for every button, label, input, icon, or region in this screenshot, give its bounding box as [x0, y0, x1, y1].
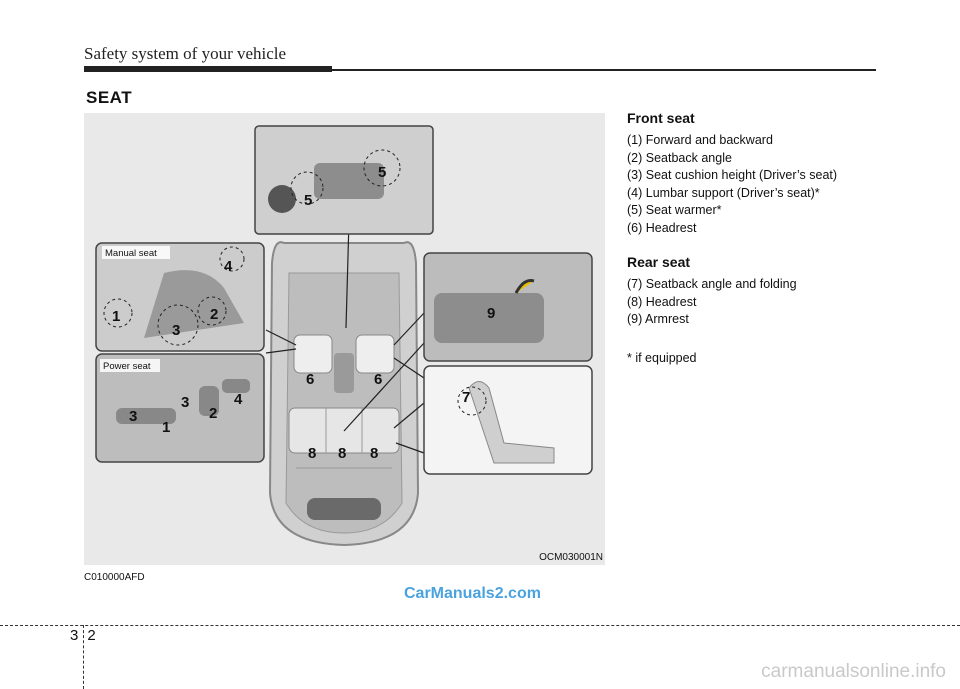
callout-6-right: 6 — [374, 371, 383, 388]
section-heading: SEAT — [86, 88, 133, 107]
callout-3-power-b: 3 — [129, 408, 138, 425]
front-seat-item: (3) Seat cushion height (Driver’s seat) — [627, 168, 838, 182]
callout-5-right: 5 — [378, 164, 387, 181]
seat-legend — [627, 110, 927, 365]
callout-1-power: 1 — [162, 419, 171, 436]
front-seat-item: (5) Seat warmer* — [627, 203, 722, 217]
seat-illustration — [84, 113, 605, 565]
front-seat-item: (6) Headrest — [627, 220, 697, 235]
page-number — [70, 627, 105, 644]
header-rule-thin — [332, 69, 876, 71]
rear-seat-heading: Rear seat — [627, 254, 691, 270]
callout-4-manual: 4 — [224, 258, 233, 275]
seat-warmer-inset — [255, 126, 433, 234]
figure-code: OCM030001N — [539, 552, 603, 563]
rear-seat-inset — [424, 366, 592, 474]
chapter-number: 3 — [70, 627, 88, 644]
callout-5-left: 5 — [304, 192, 313, 209]
front-seat-item: (4) Lumbar support (Driver’s seat)* — [627, 185, 820, 200]
armrest-inset — [424, 253, 592, 361]
footnote: * if equipped — [627, 350, 697, 365]
car-top-view — [270, 242, 418, 545]
manual-seat-label: Manual seat — [105, 248, 157, 259]
seat-diagram — [84, 113, 605, 565]
front-seat-heading: Front seat — [627, 110, 695, 126]
document-code: C010000AFD — [84, 572, 145, 583]
callout-2-manual: 2 — [210, 306, 219, 323]
callout-8-center: 8 — [338, 445, 347, 462]
footer-site-link[interactable]: carmanualsonline.info — [761, 661, 946, 682]
callout-8-right: 8 — [370, 445, 379, 462]
callout-9: 9 — [487, 305, 496, 322]
callout-3-power-a: 3 — [181, 394, 190, 411]
rear-seat-item: (8) Headrest — [627, 294, 697, 309]
callout-8-left: 8 — [308, 445, 317, 462]
rear-seat-item: (7) Seatback angle and folding — [627, 277, 797, 291]
front-seat-item: (2) Seatback angle — [627, 150, 732, 165]
callout-3-manual: 3 — [172, 322, 181, 339]
power-seat-label: Power seat — [103, 361, 151, 372]
watermark-link[interactable]: CarManuals2.com — [404, 585, 541, 602]
front-seat-item: (1) Forward and backward — [627, 133, 773, 147]
callout-2-power: 2 — [209, 405, 218, 422]
callout-1-manual: 1 — [112, 308, 121, 325]
callout-7: 7 — [462, 389, 471, 406]
rear-seat-item: (9) Armrest — [627, 312, 689, 326]
header-rule-thick — [84, 66, 332, 72]
callout-4-power: 4 — [234, 391, 243, 408]
callout-6-left: 6 — [306, 371, 315, 388]
footer-divider — [0, 625, 960, 626]
page-header-title: Safety system of your vehicle — [84, 44, 287, 63]
page-index: 2 — [87, 627, 105, 644]
